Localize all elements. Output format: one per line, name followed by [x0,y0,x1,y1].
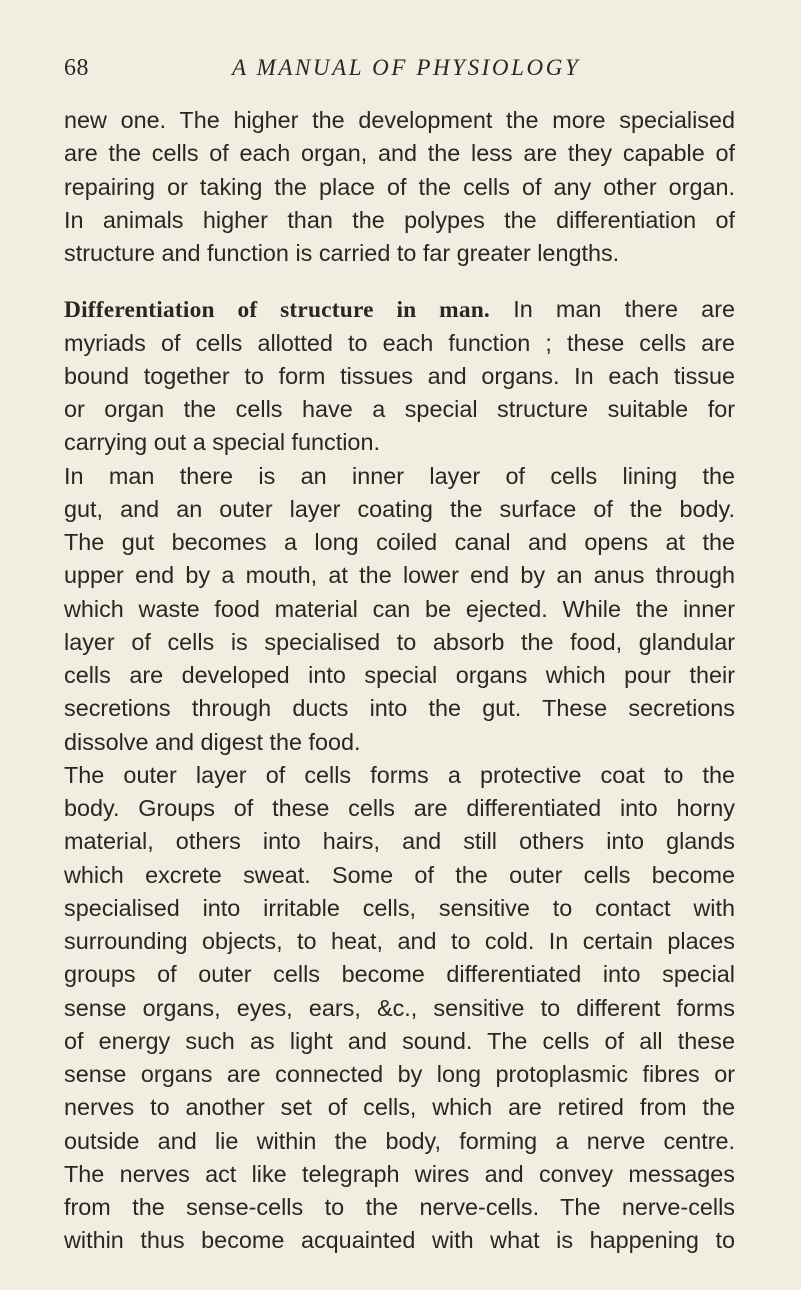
body-text [64,104,735,1258]
text-line: secretions through ducts into the gut. These secretions [64,695,735,722]
text-line: or organ the cells have a special structure suitable for [64,396,735,422]
text-line: specialised into irritable cells, sensitive to contact with [64,894,735,921]
text-line: within thus become acquainted with what is happening to [64,1227,735,1254]
paragraph-2-lead: In man there are [513,296,735,323]
text-line: The nerves act like telegraph wires and convey messages [64,1160,735,1187]
text-line: sense organs, eyes, ears, &c., sensitive to different forms [64,994,735,1021]
text-line: of energy such as light and sound. The cells of all these [64,1027,735,1054]
text-line: In man there is an inner layer of cells lining the [64,462,735,489]
text-line: carrying out a special function. [64,429,380,456]
text-line: repairing or taking the place of the cells of any other organ. [64,173,735,200]
text-line: material, others into hairs, and still others into glands [64,828,735,855]
text-line: structure and function is carried to far greater lengths. [64,240,620,266]
page-number: 68 [64,55,89,81]
paragraph-2 [64,293,735,459]
text-line [64,293,735,326]
paragraph-4 [64,759,735,1258]
running-title: A MANUAL OF PHYSIOLOGY [232,55,581,80]
text-line: layer of cells is specialised to absorb the food, glandular [64,628,735,655]
text-line: surrounding objects, to heat, and to cold. In certain places [64,928,735,954]
text-line: are the cells of each organ, and the less are they capable of [64,140,735,167]
section-heading: Differentiation of structure in man. [64,297,490,324]
running-head [64,55,733,89]
text-line: upper end by a mouth, at the lower end by an anus through [64,562,735,589]
text-line: groups of outer cells become differentiated into special [64,961,735,988]
text-line: sense organs are connected by long protoplasmic fibres or [64,1061,735,1087]
text-line: which waste food material can be ejected. While the inner [64,595,735,622]
text-line: myriads of cells allotted to each function ; these cells are [64,329,735,356]
text-line: bound together to form tissues and organs. In each tissue [64,362,735,389]
text-line: which excrete sweat. Some of the outer cells become [64,861,735,888]
text-line: dissolve and digest the food. [64,728,361,755]
text-line: outside and lie within the body, forming a nerve centre. [64,1127,735,1154]
text-line: The outer layer of cells forms a protective coat to the [64,761,735,788]
text-line: cells are developed into special organs which pour their [64,662,735,688]
text-line: The gut becomes a long coiled canal and opens at the [64,529,735,555]
text-line: from the sense-cells to the nerve-cells. The nerve-cells [64,1194,735,1220]
paragraph-1 [64,104,735,270]
text-line: nerves to another set of cells, which are retired from the [64,1094,735,1121]
paragraph-gap [64,270,735,293]
text-line: body. Groups of these cells are differentiated into horny [64,795,735,821]
text-line: gut, and an outer layer coating the surface of the body. [64,495,735,522]
text-line: In animals higher than the polypes the differentiation of [64,206,735,233]
paragraph-3 [64,460,735,759]
text-line: new one. The higher the development the more specialised [64,107,735,133]
